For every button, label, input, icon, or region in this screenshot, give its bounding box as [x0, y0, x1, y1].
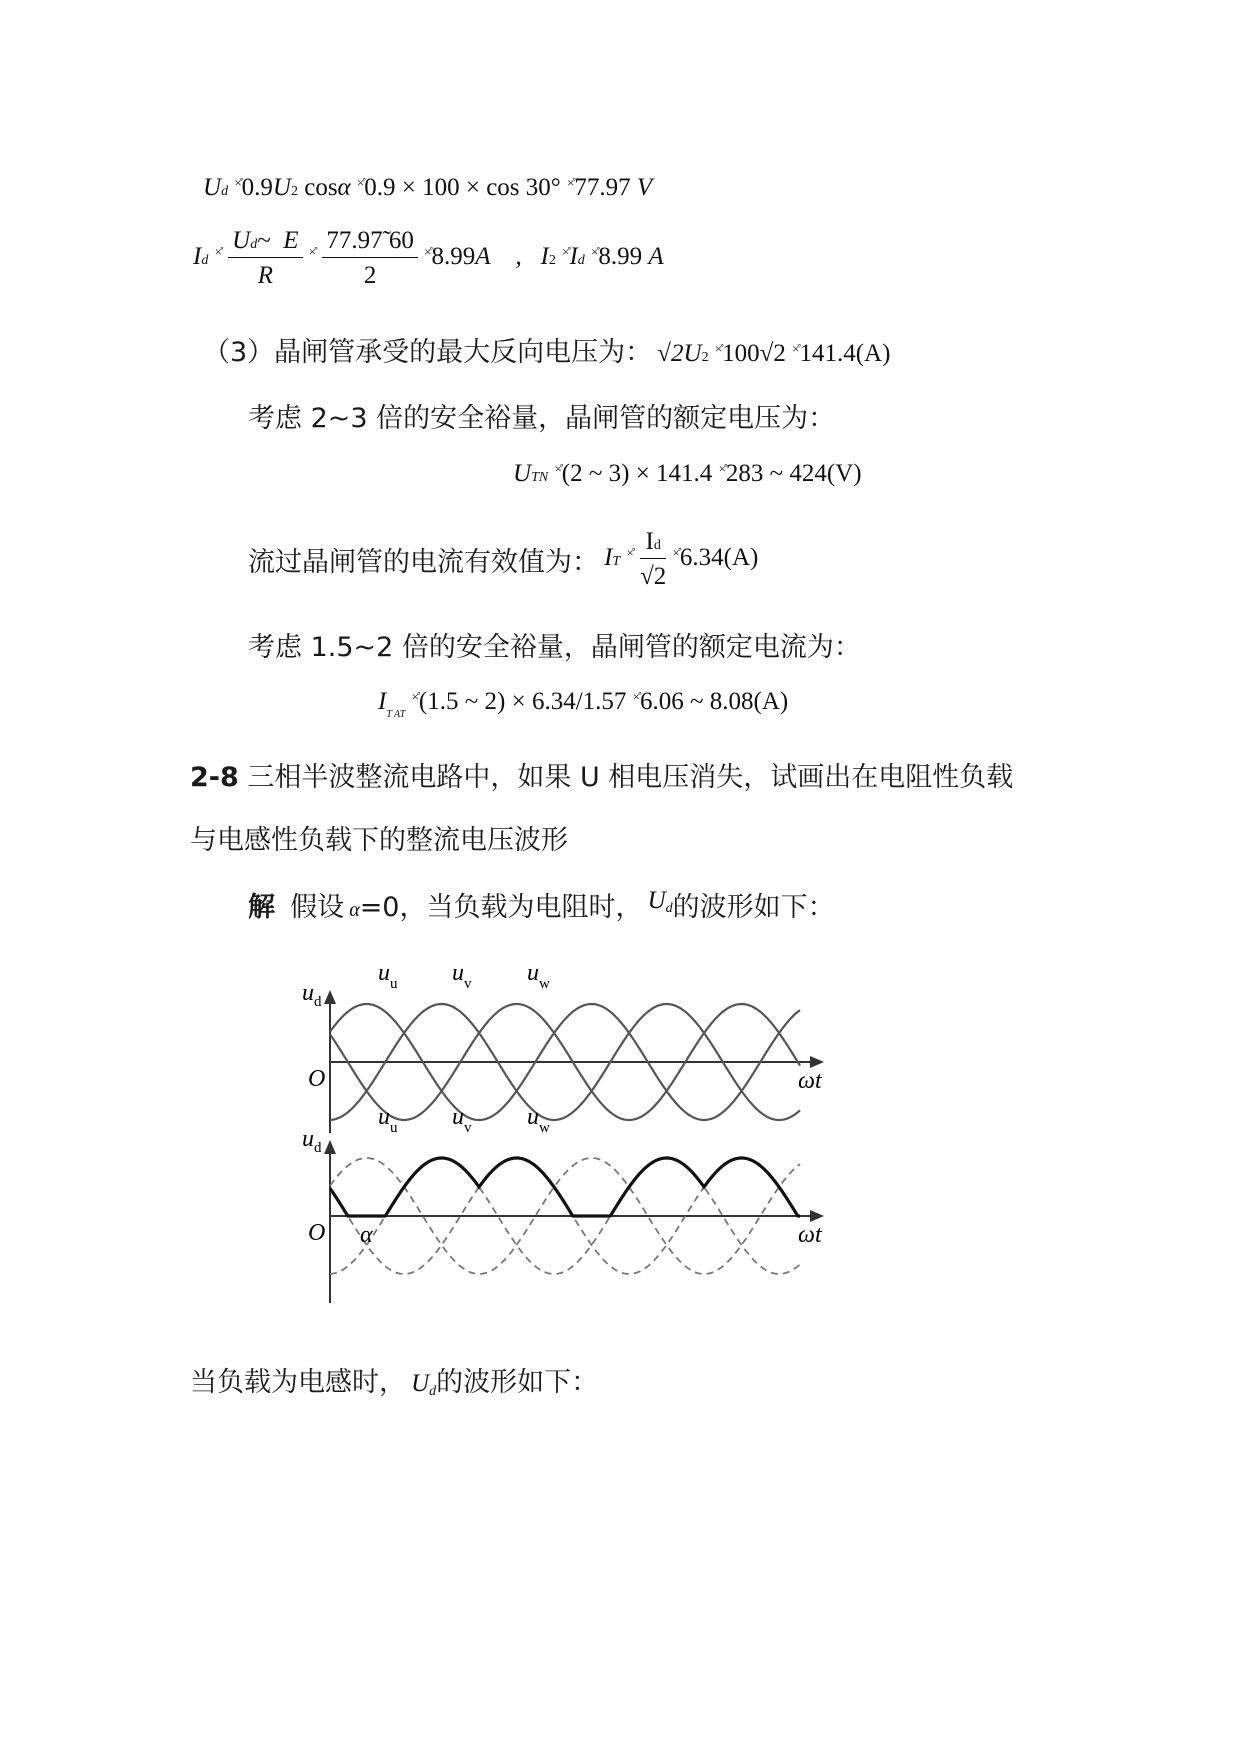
alpha-symbol: α [337, 174, 351, 201]
formula [604, 528, 759, 590]
garbled-equals: ×̊ [632, 689, 640, 704]
subscript: TN [531, 470, 549, 485]
denominator: 2 [363, 262, 377, 289]
subscript: d [250, 237, 258, 252]
tilde: ~ [257, 227, 271, 254]
inductive-load-line [190, 1360, 598, 1400]
result-value: 283 ~ 424(V) [725, 460, 862, 487]
num-i: I [645, 528, 654, 555]
garbled-equals: ×̊ [356, 175, 365, 190]
x-axis-arrow [810, 1056, 824, 1068]
waveform-figure [290, 958, 850, 1318]
equation-id [193, 227, 664, 290]
subscript: T AT [386, 709, 406, 720]
garbled-equals: ×̊ [424, 244, 432, 260]
symbol-u: U [513, 460, 532, 487]
paragraph-rms-current [248, 528, 758, 591]
unit: A [648, 243, 664, 271]
garbled-equals: ×̊ [554, 461, 562, 476]
problem-number: 2-8 [190, 762, 239, 793]
problem-text: 三相半波整流电路中，如果 U 相电压消失，试画出在电阻性负载 [247, 762, 1014, 793]
result-value: 8.99 [431, 243, 476, 271]
result-value: 6.34(A) [679, 544, 759, 572]
phase-label-w: $u_w$ [527, 960, 550, 992]
paragraph-rated-voltage: 考虑 2~3 倍的安全裕量，晶闸管的额定电压为： [248, 403, 836, 434]
solution-label: 解 [248, 892, 275, 923]
garbled-equals: ×̊ [714, 341, 723, 356]
formula-b: 100√2 [722, 340, 786, 367]
expression: (1.5 ~ 2) × 6.34/1.57 [418, 688, 627, 715]
solution-text: 的波形如下： [672, 892, 835, 923]
formula [657, 340, 890, 367]
fraction-2 [322, 227, 418, 290]
solution-text: 假设 [290, 892, 345, 923]
alpha-label: α [360, 1222, 373, 1248]
paragraph-rated-current: 考虑 1.5~2 倍的安全裕量，晶闸管的额定电流为： [248, 632, 861, 663]
garbled-equals: ×̊ [234, 175, 242, 190]
equation-ud [203, 174, 652, 202]
paragraph-text: 的波形如下： [436, 1367, 599, 1398]
subscript: d [221, 184, 229, 199]
garbled-equals: ×̊ [567, 175, 575, 190]
result-value: 77.97 [574, 174, 631, 201]
y-axis-arrow [324, 990, 336, 1004]
numerator: 77.97̃ 60 [322, 227, 418, 258]
x-label: ωt [798, 1222, 822, 1248]
phase-label-v: $u_v$ [452, 960, 472, 992]
x-label: ωt [798, 1068, 822, 1094]
phase-label-v: $u_v$ [452, 1104, 472, 1136]
fraction-1 [228, 227, 302, 290]
solution-text: =0，当负载为电阻时， [359, 892, 643, 923]
phase-label-u: $u_u$ [378, 1104, 398, 1136]
origin-label: O [308, 1220, 326, 1246]
garbled-equals: ×̊ [672, 545, 680, 561]
equation-itav [378, 688, 788, 720]
expression: 0.9 × 100 × cos 30° [364, 174, 561, 201]
origin-label: O [308, 1066, 326, 1092]
garbled-equals: ×̊ [626, 545, 634, 561]
num-e: E [283, 227, 299, 254]
garbled-equals: ×̊ [718, 461, 726, 476]
den-sqrt2: √2 [640, 563, 667, 590]
problem-line-2: 与电感性负载下的整流电压波形 [190, 825, 568, 856]
result-value: 6.06 ~ 8.08(A) [640, 688, 789, 715]
phase-label-u: $u_u$ [378, 960, 398, 992]
subscript: 2 [290, 184, 298, 199]
phase-label-w: $u_w$ [527, 1104, 550, 1136]
symbol-i: I [193, 243, 202, 271]
y-label: $u_d$ [302, 1126, 322, 1156]
paragraph-text: 当负载为电感时， [190, 1367, 406, 1398]
formula-a: √2U [657, 340, 702, 367]
subscript: 2 [701, 350, 709, 365]
formula-c: 141.4(A) [799, 340, 891, 367]
subscript: T [612, 554, 621, 570]
subscript: d [577, 253, 585, 269]
fraction [640, 528, 666, 591]
symbol-ud: U [411, 1370, 430, 1397]
garbled-equals: ×̊ [308, 244, 317, 260]
num-u: U [232, 227, 251, 254]
subscript: d [665, 901, 673, 916]
symbol-i: I [378, 688, 387, 715]
separator: , [515, 243, 522, 271]
paragraph-max-reverse-voltage [203, 330, 890, 369]
paragraph-text: （3）晶闸管承受的最大反向电压为： [203, 337, 653, 368]
symbol-u: U [203, 174, 222, 201]
garbled-equals: ×̊ [562, 244, 570, 260]
garbled-equals: ×̊ [214, 244, 222, 260]
symbol-u2: U [272, 174, 291, 201]
paragraph-text: 流过晶闸管的电流有效值为： [248, 547, 599, 578]
subscript: d [201, 253, 209, 269]
equation-utn [513, 460, 862, 488]
x-axis-arrow [810, 1210, 824, 1222]
unit: V [636, 174, 653, 201]
expression: (2 ~ 3) × 141.4 [561, 460, 713, 487]
coefficient: 0.9 [241, 174, 273, 201]
symbol-i: I [604, 544, 613, 572]
alpha-symbol: α [349, 899, 360, 921]
subscript: d [429, 1384, 437, 1399]
solution-line [248, 885, 835, 924]
den-r: R [257, 262, 273, 289]
problem-line-1 [190, 755, 1013, 794]
garbled-equals: ×̊ [411, 689, 419, 704]
garbled-equals: ×̊ [591, 244, 599, 260]
symbol-i2: I [540, 243, 549, 271]
subscript: d [653, 538, 661, 553]
rectified-output [330, 1158, 800, 1216]
result-value: 8.99 [598, 243, 643, 271]
y-label: $u_d$ [302, 980, 322, 1010]
garbled-equals: ×̊ [792, 341, 800, 356]
unit: A [475, 243, 491, 271]
waveform-bottom [302, 1104, 824, 1303]
symbol-id: I [569, 243, 578, 271]
subscript: 2 [548, 253, 556, 269]
y-axis-arrow [324, 1140, 336, 1154]
cos-text: cos [304, 174, 338, 201]
symbol-ud: U [647, 887, 666, 914]
